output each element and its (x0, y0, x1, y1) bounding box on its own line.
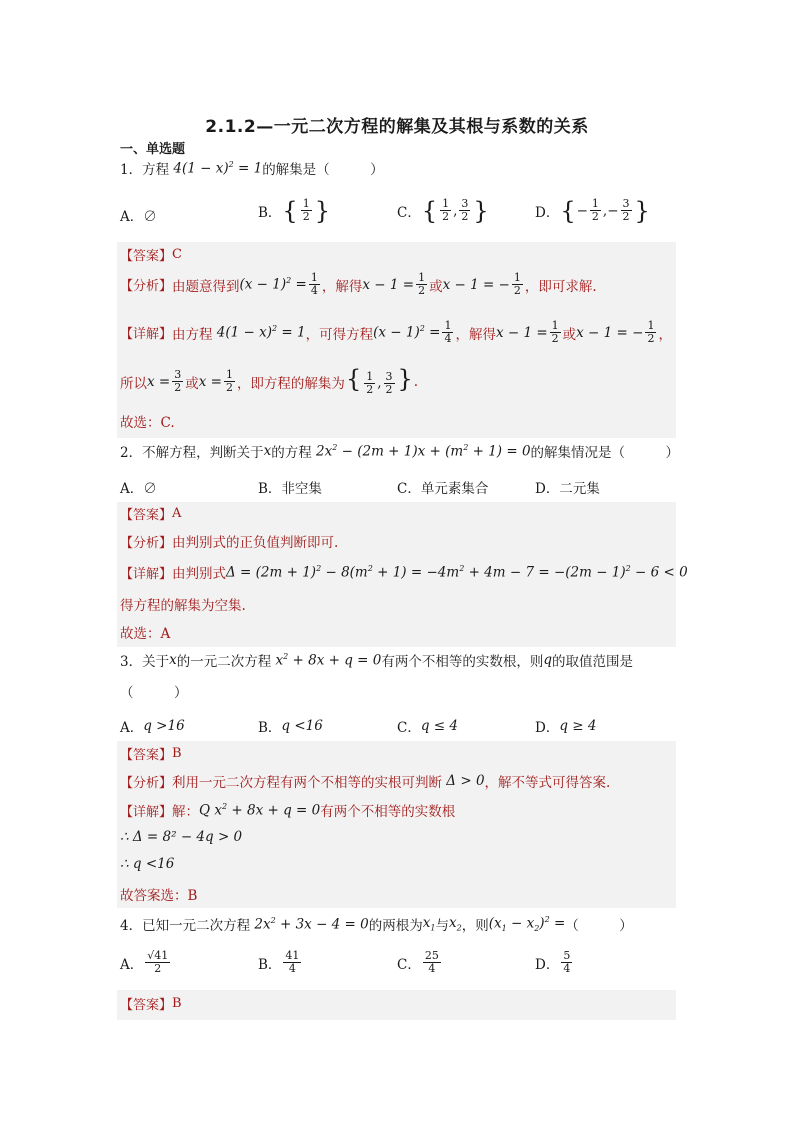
q4-option-a (120, 950, 172, 975)
q4-option-d-label: D． (535, 956, 560, 973)
q4-stem-4: ，则 (461, 918, 489, 934)
answer-value: A (172, 506, 182, 521)
q4-option-c-label: C． (397, 956, 421, 973)
answer-tag: 【答案】 (120, 998, 173, 1013)
q1-detail-text-8: ，即方程的解集为 (236, 375, 345, 392)
answer-tag: 【答案】 (120, 249, 173, 264)
answer-value: B (172, 746, 182, 761)
q1-detail-1: 【详解】 由方程 $4(1 - x)^2 = 1$ ，可得方程 $(x - 1)^2$ = $\frac{1}{4}$ ，解得 x − 1 = $\frac{1}{2}$ 或 x − 1 = − $\frac{1}{2}$ ， (120, 319, 672, 345)
q3-stem-3: 有两个不相等的实数根，则 (381, 654, 544, 670)
q1-option-d-label: D． (535, 204, 560, 221)
q2-stem-3: 的解集情况是（ ） (530, 445, 680, 461)
q4-stem-2: 的两根为 (368, 918, 423, 934)
q3-stem-4: 的取值范围是 (552, 654, 633, 670)
q3-option-c (397, 716, 458, 736)
page-title: 2.1.2—一元二次方程的解集及其根与系数的关系 (205, 117, 589, 137)
analysis-tag: 【分析】 (120, 535, 173, 551)
q3-option-b-math: q <16 (281, 718, 323, 734)
q1-analysis-text-1: 由题意得到 (172, 278, 240, 295)
q4-option-b-den: 4 (288, 962, 296, 975)
q1-option-b-label: B． (258, 204, 282, 221)
answer-value: B (172, 996, 182, 1011)
q4-stem-1: 4．已知一元二次方程 (120, 918, 251, 934)
analysis-tag: 【分析】 (120, 775, 173, 791)
q3-detail-4: ∴ q <16 (120, 856, 175, 872)
q1-option-c-label: C． (397, 204, 421, 221)
q2-option-a: A．∅ (120, 481, 157, 497)
q3-detail-text-2: 有两个不相等的实数根 (320, 804, 456, 820)
answer-tag: 【答案】 (120, 748, 173, 763)
q3-option-a (120, 716, 185, 736)
q3-option-d-math: q ≥ 4 (559, 718, 597, 734)
q2-stem-2: 的方程 (271, 445, 312, 461)
q4-stem-3: 与 (435, 918, 449, 934)
q3-option-d-label: D． (535, 720, 560, 736)
q3-option-a-label: A． (120, 720, 144, 736)
q3-option-b (258, 716, 323, 736)
detail-tag: 【详解】 (120, 327, 173, 342)
q1-choose: 故选：C. (120, 415, 175, 431)
q1-option-d: D． { − $\frac{1}{2}$ ,− $\frac{3}{2}$ } (535, 196, 650, 225)
q1-detail-text-1: 由方程 (172, 326, 213, 343)
q4-option-c (397, 950, 443, 975)
q1-analysis: 【分析】 由题意得到 $(x - 1)^2$ = $\frac{1}{4}$ ，解得 x − 1 = $\frac{1}{2}$ 或 x − 1 = − $\frac{1}{2}$ ，即可求解. (120, 271, 597, 297)
q3-option-c-label: C． (397, 720, 421, 736)
detail-tag: 【详解】 (120, 804, 173, 820)
q3-solution-box (117, 741, 676, 908)
analysis-tag: 【分析】 (120, 279, 173, 294)
q1-detail-text-3: ，解得 (455, 326, 496, 343)
q1-detail-text-2: ，可得方程 (305, 326, 374, 343)
answer-tag: 【答案】 (120, 508, 173, 523)
q2-choose: 故选：A (120, 626, 171, 642)
q4-option-a-label: A． (120, 956, 144, 973)
q1-equation: $4(1 - x)^2 = 1$ (169, 159, 263, 177)
q1-option-c: C． { $\frac{1}{2}$ , $\frac{3}{2}$ } (397, 196, 489, 225)
q1-option-b: B． { $\frac{1}{2}$ } (258, 196, 330, 225)
q4-option-d (535, 950, 574, 975)
q4-stem-5: （ ） (565, 918, 633, 934)
q1-detail-text-5: ， (658, 326, 672, 343)
q2-stem-1: 2．不解方程，判断关于 (120, 445, 264, 461)
q4-option-c-num: 25 (424, 949, 439, 962)
q1-stem-prefix: 1．方程 (120, 162, 170, 178)
q3-option-a-math: q >16 (143, 718, 185, 734)
q1-answer (120, 245, 182, 264)
q3-detail-text-1: 解： (172, 804, 200, 820)
section-heading: 一、单选题 (120, 142, 186, 157)
question-4-stem: 4．已知一元二次方程 $2x^2 + 3x - 4 = 0$ 的两根为 $x_1$ 与 $x_2$ ，则 $(x_1 - x_2)^2$ = （ ） (120, 914, 633, 934)
q1-stem-suffix: 的解集是（ ） (262, 162, 384, 178)
q1-detail-2: 所以 x = $\frac{3}{2}$ 或 x = $\frac{1}{2}$ ，即方程的解集为 { $\frac{1}{2}$ , $\frac{3}{2}$ } . (120, 365, 419, 396)
q2-detail-text-1: 由判别式 (172, 566, 227, 582)
detail-tag: 【详解】 (120, 566, 173, 582)
question-2-stem: 2．不解方程，判断关于 x 的方程 $2x^2 - (2m + 1)x + (m^2 + 1) = 0$ 的解集情况是（ ） (120, 442, 680, 461)
q3-analysis: 【分析】 利用一元二次方程有两个不相等的实根可判断 Δ > 0 ，解不等式可得答案. (120, 773, 611, 791)
q4-option-c-den: 4 (428, 962, 436, 975)
q4-option-d-den: 4 (563, 962, 571, 975)
q1-analysis-text-2: ，解得 (321, 278, 363, 295)
q4-option-a-num: √41 (147, 949, 169, 962)
q2-detail: 【详解】 由判别式 $\Delta = (2m + 1)^2 - 8(m^2 + 1) = -4m^2 + 4m - 7 = -(2m - 1)^2 - 6 < 0$ (120, 563, 688, 582)
q3-detail: 【详解】 解： Q $x^2 + 8x + q = 0$ 有两个不相等的实数根 (120, 801, 456, 820)
q2-analysis-text: 由判别式的正负值判断即可. (172, 535, 339, 551)
q3-option-d (535, 716, 596, 736)
q2-option-c: C．单元素集合 (397, 481, 489, 497)
answer-value: C (172, 247, 182, 262)
q4-option-a-den: 2 (154, 962, 162, 975)
q4-option-d-num: 5 (563, 949, 571, 962)
q1-detail-text-4: 或 (562, 326, 577, 343)
q1-detail-text-9: . (413, 373, 419, 390)
q4-answer (120, 994, 182, 1013)
q2-option-b: B．非空集 (258, 481, 322, 497)
question-3-stem: 3．关于 x 的一元二次方程 $x^2 + 8x + q = 0$ 有两个不相等的实数根，则 q 的取值范围是 (120, 651, 633, 670)
q3-analysis-text-1: 利用一元二次方程有两个不相等的实根可判断 (172, 775, 443, 791)
q3-analysis-text-2: ，解不等式可得答案. (484, 775, 611, 791)
q1-detail-text-6: 所以 (120, 375, 147, 392)
q2-detail-2: 得方程的解集为空集. (120, 598, 246, 614)
q4-solution-box (117, 990, 676, 1020)
q4-option-b-label: B． (258, 956, 282, 973)
q3-option-c-math: q ≤ 4 (420, 718, 458, 734)
q3-detail-3: ∴ Δ = 8² − 4q > 0 (120, 829, 243, 845)
question-1-stem (120, 158, 384, 178)
q2-option-d: D．二元集 (535, 481, 600, 497)
q2-analysis (120, 531, 338, 551)
q3-answer (120, 744, 182, 763)
q3-stem-paren: （ ） (120, 685, 188, 701)
q1-option-a: A．∅ (120, 209, 157, 225)
q3-choose: 故答案选：B (120, 888, 198, 904)
q1-detail-text-7: 或 (185, 375, 199, 392)
q4-option-b-num: 41 (285, 949, 300, 962)
q4-option-b (258, 950, 303, 975)
q2-answer (120, 504, 181, 523)
q1-analysis-text-3: 或 (429, 278, 443, 295)
q3-stem-1: 3．关于 (120, 654, 170, 670)
q3-stem-2: 的一元二次方程 (176, 654, 272, 670)
q3-option-b-label: B． (258, 720, 282, 736)
q1-analysis-text-4: ，即可求解. (524, 278, 597, 295)
